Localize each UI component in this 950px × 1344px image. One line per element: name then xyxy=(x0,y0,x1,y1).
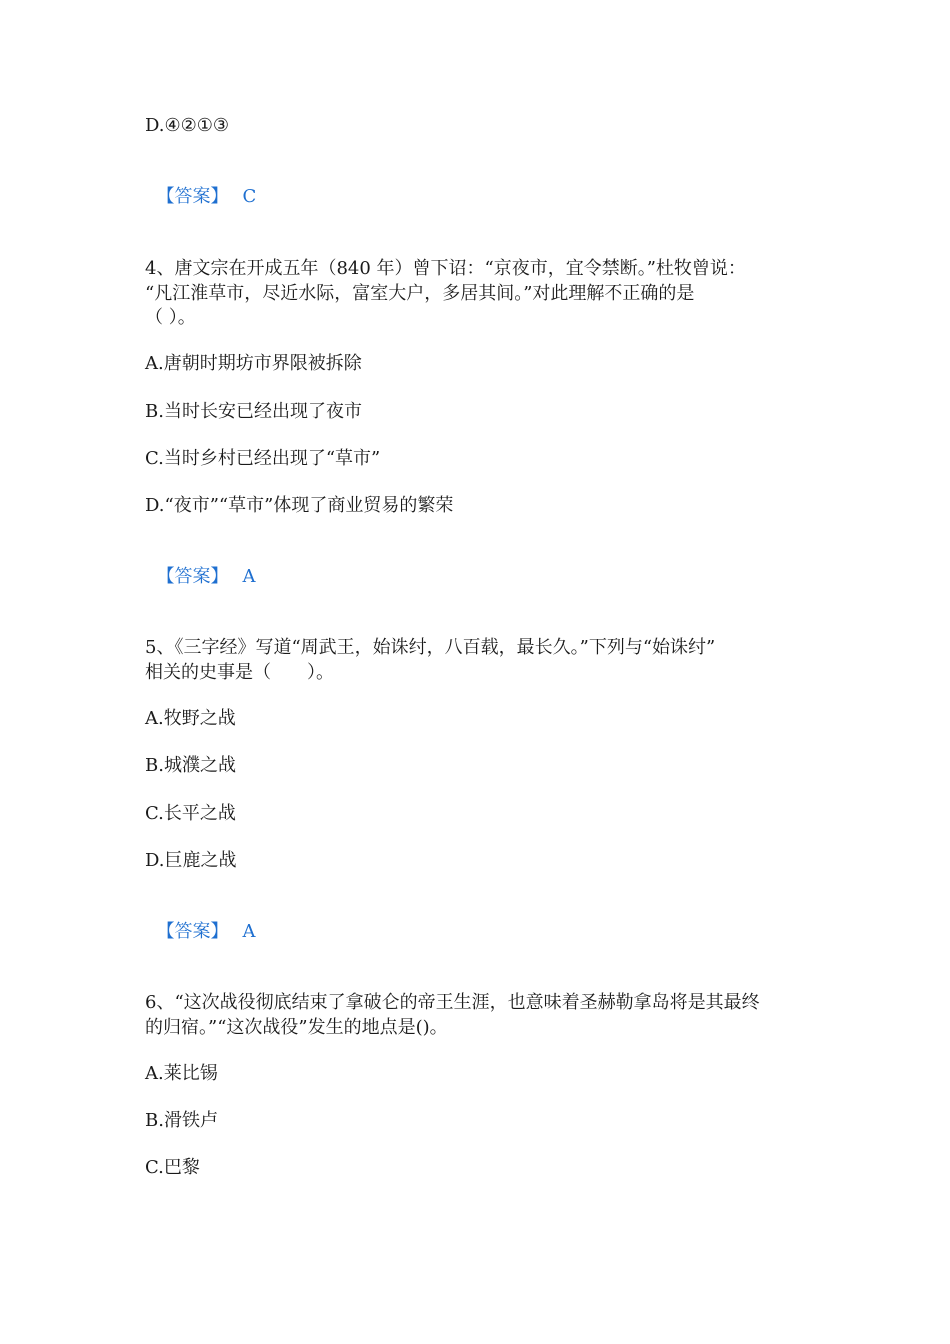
q4-answer-label: 【答案】 xyxy=(156,566,229,587)
q4-answer xyxy=(145,541,255,589)
q6-option-b: B.滑铁卢 xyxy=(145,1110,218,1131)
q4-option-b: B.当时长安已经出现了夜市 xyxy=(145,401,362,422)
q4-option-d: D.“夜市”“草市”体现了商业贸易的繁荣 xyxy=(145,495,454,516)
q6-option-a: A.莱比锡 xyxy=(145,1063,218,1084)
q3-answer-label: 【答案】 xyxy=(156,186,229,207)
q6-stem-line2: 的归宿。”“这次战役”发生的地点是()。 xyxy=(145,1017,448,1038)
q5-stem-line2: 相关的史事是（ ）。 xyxy=(145,662,334,683)
q4-option-c: C.当时乡村已经出现了“草市” xyxy=(145,448,381,469)
q4-option-a: A.唐朝时期坊市界限被拆除 xyxy=(145,353,362,374)
q6-stem-line1: 6、“这次战役彻底结束了拿破仑的帝王生涯，也意味着圣赫勒拿岛将是其最终 xyxy=(145,992,760,1013)
q5-option-d: D.巨鹿之战 xyxy=(145,850,237,871)
q5-answer-value: A xyxy=(242,921,256,942)
q5-option-c: C.长平之战 xyxy=(145,803,236,824)
q3-answer-value: C xyxy=(242,186,257,207)
q5-stem-line1: 5、《三字经》写道“周武王，始诛纣，八百载，最长久。”下列与“始诛纣” xyxy=(145,637,716,658)
q5-answer xyxy=(145,896,255,944)
q6-option-c: C.巴黎 xyxy=(145,1157,200,1178)
q3-option-d: D.④②①③ xyxy=(145,115,230,136)
q3-answer xyxy=(145,161,256,209)
q4-stem-line1: 4、唐文宗在开成五年（840 年）曾下诏：“京夜市，宜令禁断。”杜牧曾说： xyxy=(145,258,746,279)
q4-answer-value: A xyxy=(242,566,256,587)
q5-option-a: A.牧野之战 xyxy=(145,708,236,729)
q5-answer-label: 【答案】 xyxy=(156,921,229,942)
q5-option-b: B.城濮之战 xyxy=(145,755,236,776)
q4-stem-line2: “凡江淮草市，尽近水际，富室大户，多居其间。”对此理解不正确的是 xyxy=(145,283,695,304)
q4-stem-line3: （ ）。 xyxy=(145,307,196,328)
